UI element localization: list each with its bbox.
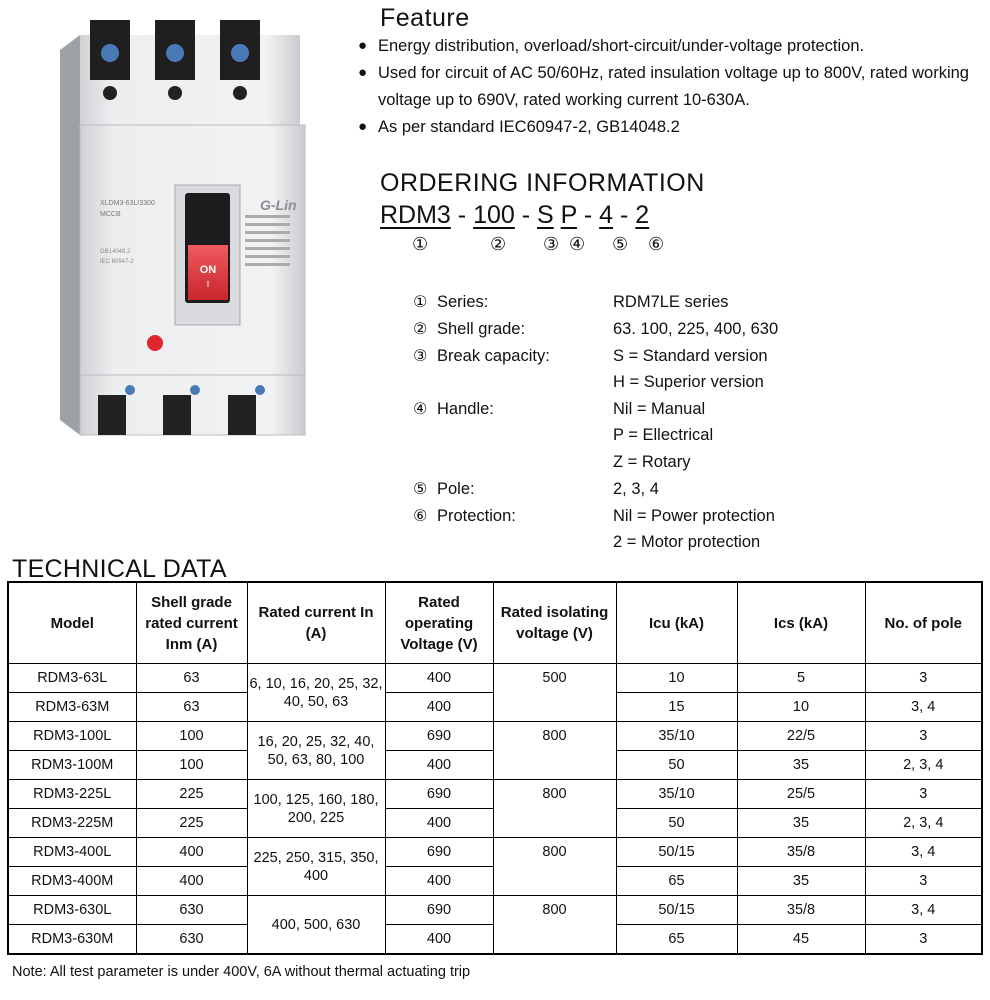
code-dash: -: [457, 201, 467, 229]
model-label: XLDM3-63L/3300: [100, 200, 155, 207]
cell-model: RDM3-630M: [8, 925, 136, 955]
option-row: [413, 396, 983, 422]
brand-logo: G-Lin: [260, 197, 297, 213]
cell-icu: 15: [616, 693, 737, 722]
cell-ics: 22/5: [737, 722, 865, 751]
code-pole: 4: [599, 201, 614, 229]
cell-ics: 35/8: [737, 896, 865, 925]
option-value: Z = Rotary: [613, 453, 691, 471]
handle-on-text: ON: [199, 264, 217, 276]
header-cell: Shell grade rated current Inm (A): [136, 582, 247, 664]
option-num: ⑤: [413, 479, 428, 498]
technical-data-title: TECHNICAL DATA: [12, 555, 227, 583]
marker-6: ⑥: [648, 234, 665, 255]
type-label: MCCB: [100, 211, 121, 218]
cell-rated-current: 16, 20, 25, 32, 40, 50, 63, 80, 100: [247, 722, 385, 780]
cell-rated-current: 100, 125, 160, 180, 200, 225: [247, 780, 385, 838]
cell-shell-grade: 630: [136, 896, 247, 925]
table-row: [8, 896, 982, 925]
table-row: [8, 780, 982, 809]
option-num: ①: [413, 292, 428, 311]
code-break: S: [537, 201, 554, 229]
code-shell: 100: [473, 201, 515, 229]
option-label: Pole:: [437, 480, 475, 498]
cell-icu: 50: [616, 809, 737, 838]
option-value: RDM7LE series: [613, 293, 729, 311]
header-cell: Rated operating Voltage (V): [385, 582, 493, 664]
option-value: H = Superior version: [613, 373, 764, 391]
option-label: Handle:: [437, 400, 494, 418]
option-num: ②: [413, 319, 428, 338]
cell-model: RDM3-100L: [8, 722, 136, 751]
cell-operating-voltage: 400: [385, 693, 493, 722]
feature-text: Used for circuit of AC 50/60Hz, rated insulation voltage up to 800V, rated working voltage up to 690V, rated working current 10-630A.: [378, 64, 969, 109]
option-label: Shell grade:: [437, 320, 526, 338]
option-row: [413, 476, 983, 502]
cell-ics: 45: [737, 925, 865, 955]
cell-isolating-voltage: 800: [493, 722, 616, 780]
ordering-code: [380, 201, 649, 230]
code-handle: P: [560, 201, 577, 229]
marker-2: ②: [490, 234, 507, 255]
feature-title: Feature: [380, 4, 470, 32]
table-row: [8, 664, 982, 693]
cell-operating-voltage: 690: [385, 722, 493, 751]
option-row: [413, 316, 983, 342]
bullet-icon: ●: [358, 64, 368, 81]
cell-shell-grade: 400: [136, 867, 247, 896]
header-cell: Ics (kA): [737, 582, 865, 664]
cell-shell-grade: 100: [136, 722, 247, 751]
ordering-title: ORDERING INFORMATION: [380, 169, 705, 197]
bullet-icon: ●: [358, 37, 368, 54]
technical-data-table: [7, 581, 983, 955]
cell-ics: 5: [737, 664, 865, 693]
cell-shell-grade: 400: [136, 838, 247, 867]
cell-ics: 25/5: [737, 780, 865, 809]
cell-isolating-voltage: 500: [493, 664, 616, 722]
option-row: [413, 503, 983, 529]
cell-model: RDM3-63L: [8, 664, 136, 693]
cell-isolating-voltage: 800: [493, 896, 616, 955]
option-num: ③: [413, 346, 428, 365]
cell-ics: 35: [737, 867, 865, 896]
std-label-2: IEC 60947-2: [100, 259, 134, 265]
header-cell: No. of pole: [865, 582, 982, 664]
cell-ics: 35: [737, 809, 865, 838]
table-row: [8, 838, 982, 867]
cell-operating-voltage: 400: [385, 664, 493, 693]
option-value: P = Ellectrical: [613, 426, 714, 444]
cell-operating-voltage: 400: [385, 751, 493, 780]
header-cell: Rated current In (A): [247, 582, 385, 664]
marker-4: ④: [569, 234, 586, 255]
cell-poles: 3, 4: [865, 896, 982, 925]
cell-poles: 3: [865, 925, 982, 955]
option-num: ⑥: [413, 506, 428, 525]
cell-icu: 35/10: [616, 780, 737, 809]
cell-poles: 3: [865, 780, 982, 809]
cell-icu: 35/10: [616, 722, 737, 751]
option-row: [413, 289, 983, 315]
cell-poles: 3, 4: [865, 693, 982, 722]
cell-icu: 50/15: [616, 896, 737, 925]
table-header-row: [8, 582, 982, 664]
cell-poles: 2, 3, 4: [865, 751, 982, 780]
cell-ics: 35/8: [737, 838, 865, 867]
cell-model: RDM3-225L: [8, 780, 136, 809]
cell-rated-current: 225, 250, 315, 350, 400: [247, 838, 385, 896]
cell-poles: 3: [865, 664, 982, 693]
cell-shell-grade: 100: [136, 751, 247, 780]
code-series: RDM3: [380, 201, 451, 229]
option-value: 63. 100, 225, 400, 630: [613, 320, 779, 338]
product-image: [60, 15, 325, 445]
bullet-icon: ●: [358, 118, 368, 135]
table-body: [8, 664, 982, 955]
code-dash: -: [521, 201, 531, 229]
code-dash: -: [583, 201, 593, 229]
header-cell: Rated isolating voltage (V): [493, 582, 616, 664]
cell-rated-current: 6, 10, 16, 20, 25, 32, 40, 50, 63: [247, 664, 385, 722]
cell-operating-voltage: 400: [385, 925, 493, 955]
cell-icu: 65: [616, 867, 737, 896]
test-button-graphic: [147, 335, 163, 351]
cell-shell-grade: 225: [136, 780, 247, 809]
option-row: [413, 422, 983, 448]
cell-isolating-voltage: 800: [493, 838, 616, 896]
feature-text: As per standard IEC60947-2, GB14048.2: [378, 118, 680, 136]
cell-shell-grade: 63: [136, 693, 247, 722]
option-value: S = Standard version: [613, 347, 768, 365]
cell-icu: 10: [616, 664, 737, 693]
table-row: [8, 722, 982, 751]
cell-operating-voltage: 400: [385, 867, 493, 896]
option-num: ④: [413, 399, 428, 418]
std-label-1: GB14048.2: [100, 249, 131, 255]
code-protection: 2: [635, 201, 650, 229]
option-value: Nil = Manual: [613, 400, 706, 418]
cell-operating-voltage: 690: [385, 896, 493, 925]
marker-3: ③: [543, 234, 560, 255]
cell-model: RDM3-100M: [8, 751, 136, 780]
feature-text: Energy distribution, overload/short-circuit/under-voltage protection.: [378, 37, 865, 55]
feature-bullet-3: [358, 114, 978, 141]
cell-model: RDM3-63M: [8, 693, 136, 722]
cell-rated-current: 400, 500, 630: [247, 896, 385, 955]
marker-1: ①: [412, 234, 429, 255]
cell-isolating-voltage: 800: [493, 780, 616, 838]
option-value: 2 = Motor protection: [613, 533, 761, 551]
option-row: [413, 449, 983, 475]
code-dash: -: [620, 201, 629, 229]
cell-icu: 50: [616, 751, 737, 780]
handle-i-text: I: [206, 279, 210, 289]
option-row: [413, 369, 983, 395]
header-cell: Model: [8, 582, 136, 664]
cell-model: RDM3-225M: [8, 809, 136, 838]
mccb-illustration: [60, 15, 325, 445]
cell-shell-grade: 225: [136, 809, 247, 838]
cell-ics: 10: [737, 693, 865, 722]
cell-icu: 65: [616, 925, 737, 955]
option-label: Protection:: [437, 507, 516, 525]
cell-poles: 3, 4: [865, 838, 982, 867]
cell-model: RDM3-400L: [8, 838, 136, 867]
header-cell: Icu (kA): [616, 582, 737, 664]
option-label: Series:: [437, 293, 489, 311]
option-value: 2, 3, 4: [613, 480, 659, 498]
option-row: [413, 529, 983, 555]
feature-bullet-1: [358, 33, 978, 60]
cell-poles: 3: [865, 867, 982, 896]
cell-shell-grade: 630: [136, 925, 247, 955]
option-label: Break capacity:: [437, 347, 550, 365]
cell-model: RDM3-400M: [8, 867, 136, 896]
footnote: Note: All test parameter is under 400V, 6A without thermal actuating trip: [12, 964, 471, 980]
feature-bullet-2: [358, 60, 978, 113]
cell-operating-voltage: 400: [385, 809, 493, 838]
cell-poles: 3: [865, 722, 982, 751]
cell-icu: 50/15: [616, 838, 737, 867]
cell-poles: 2, 3, 4: [865, 809, 982, 838]
cell-operating-voltage: 690: [385, 780, 493, 809]
cell-ics: 35: [737, 751, 865, 780]
cell-operating-voltage: 690: [385, 838, 493, 867]
cell-model: RDM3-630L: [8, 896, 136, 925]
option-row: [413, 343, 983, 369]
option-value: Nil = Power protection: [613, 507, 775, 525]
cell-shell-grade: 63: [136, 664, 247, 693]
marker-5: ⑤: [612, 234, 629, 255]
